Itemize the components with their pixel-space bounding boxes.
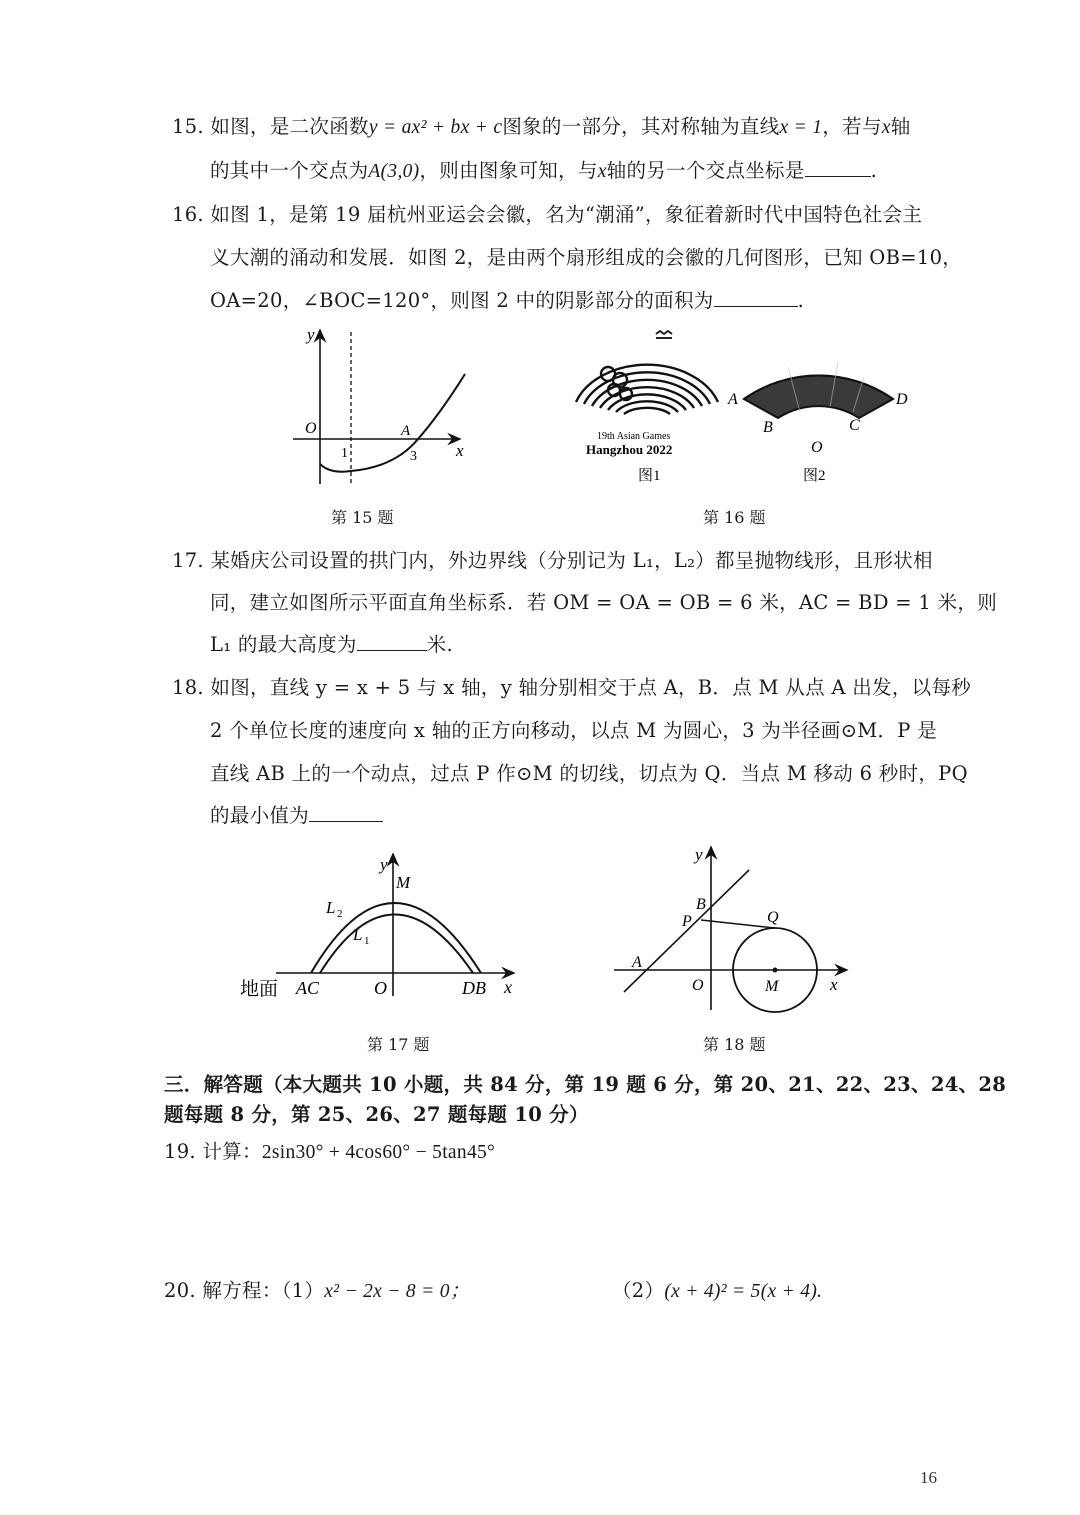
svg-text:x: x: [504, 977, 512, 997]
svg-text:2: 2: [337, 908, 343, 920]
q16-line3: OA=20，∠BOC=120°，则图 2 中的阴影部分的面积为 .: [210, 289, 805, 312]
svg-text:图1: 图1: [638, 468, 661, 484]
svg-text:DB: DB: [462, 978, 486, 998]
q18-line3: 直线 AB 上的一个动点，过点 P 作⊙M 的切线，切点为 Q．当点 M 移动 6 秒时，PQ: [210, 762, 968, 785]
figure-17-caption: 第 17 题: [367, 1035, 430, 1054]
q20: 20. 解方程：（1）x² − 2x − 8 = 0；: [164, 1279, 470, 1302]
svg-text:M: M: [765, 978, 779, 995]
asian-games-logo-icon: [576, 365, 718, 414]
svg-text:y: y: [695, 845, 703, 864]
answer-blank: [805, 175, 871, 177]
svg-text:x: x: [456, 441, 464, 460]
svg-text:B: B: [763, 419, 773, 436]
shaded-annular-sector: [744, 376, 893, 418]
q15-point: A(3,0): [368, 161, 420, 182]
figure-16-emblem: [568, 322, 918, 492]
svg-text:A: A: [632, 954, 642, 971]
svg-text:A: A: [728, 391, 738, 408]
figure-15-caption: 第 15 题: [331, 508, 394, 527]
svg-text:L: L: [326, 898, 336, 917]
q17-number: 17.: [172, 549, 204, 572]
svg-text:19th Asian Games: 19th Asian Games: [597, 431, 671, 442]
svg-text:1: 1: [341, 446, 348, 461]
emblem-mark-icon: [656, 331, 672, 338]
q16-line2: 义大潮的涌动和发展．如图 2，是由两个扇形组成的会徽的几何图形，已知 OB=10，: [210, 246, 963, 269]
q16-line1: 16. 如图 1，是第 19 届杭州亚运会会徽，名为“潮涌”，象征着新时代中国特色社会主: [172, 203, 923, 226]
svg-text:P: P: [682, 913, 692, 930]
svg-text:AC: AC: [296, 978, 320, 998]
q17-line2: 同，建立如图所示平面直角坐标系．若 OM = OA = OB = 6 米，AC = BD = 1 米，则: [210, 591, 997, 614]
svg-text:A: A: [401, 423, 411, 439]
svg-text:O: O: [305, 420, 317, 437]
q17-line3: L₁ 的最大高度为 米.: [210, 633, 453, 656]
section3-heading-line1: 三．解答题（本大题共 10 小题，共 84 分，第 19 题 6 分，第 20、21、22、23、24、28: [164, 1073, 1007, 1096]
figure-16-caption: 第 16 题: [703, 508, 766, 527]
figure-15-parabola: [285, 322, 475, 497]
q20-part2: （2）(x + 4)² = 5(x + 4).: [612, 1279, 823, 1302]
q15-formula: y = ax² + bx + c: [368, 117, 503, 138]
svg-text:地面: 地面: [240, 979, 279, 1000]
q18-line2: 2 个单位长度的速度向 x 轴的正方向移动，以点 M 为圆心，3 为半径画⊙M．P 是: [210, 719, 937, 742]
svg-text:O: O: [692, 977, 704, 994]
q17-line1: 17. 某婚庆公司设置的拱门内，外边界线（分别记为 L₁，L₂）都呈抛物线形，且形状相: [172, 549, 933, 572]
svg-text:x: x: [830, 975, 838, 994]
q16-number: 16.: [172, 203, 204, 226]
svg-text:Q: Q: [767, 909, 779, 926]
figure-18-line-circle: [612, 842, 852, 1017]
svg-text:L: L: [353, 925, 363, 944]
answer-blank: [714, 305, 798, 307]
figure-18-caption: 第 18 题: [703, 1035, 766, 1054]
answer-blank: [357, 649, 427, 651]
q20-part2-equation: (x + 4)² = 5(x + 4).: [664, 1281, 823, 1302]
svg-text:D: D: [896, 391, 908, 408]
q18-line4: 的最小值为: [210, 800, 383, 828]
q18-line1: 18. 如图，直线 y = x + 5 与 x 轴，y 轴分别相交于点 A，B．点 M 从点 A 出发，以每秒: [172, 676, 972, 699]
page-number: 16: [920, 1468, 937, 1487]
svg-text:图2: 图2: [803, 468, 826, 484]
q15-line1: 15. 如图，是二次函数y = ax² + bx + c图象的一部分，其对称轴为直线x = 1，若与x轴: [172, 115, 911, 138]
q19: 19. 计算：2sin30° + 4cos60° − 5tan45°: [164, 1140, 496, 1163]
section3-heading-line2: 题每题 8 分，第 25、26、27 题每题 10 分）: [164, 1103, 589, 1126]
q18-number: 18.: [172, 676, 204, 699]
answer-blank: [309, 820, 383, 822]
q19-expression: 2sin30° + 4cos60° − 5tan45°: [261, 1142, 496, 1163]
svg-text:3: 3: [410, 449, 417, 464]
q20-part1-equation: x² − 2x − 8 = 0；: [324, 1281, 470, 1302]
svg-text:1: 1: [364, 935, 370, 947]
figure-17-arch: [236, 848, 526, 1008]
q15-number: 15.: [172, 115, 204, 138]
svg-text:C: C: [849, 417, 860, 434]
svg-text:Hangzhou 2022: Hangzhou 2022: [586, 442, 673, 457]
svg-text:y: y: [307, 325, 315, 344]
svg-text:O: O: [811, 439, 823, 456]
svg-text:B: B: [696, 896, 706, 913]
svg-text:M: M: [396, 873, 411, 892]
svg-text:y: y: [380, 855, 388, 874]
q15-line2: 的其中一个交点为A(3,0)，则由图象可知，与x轴的另一个交点坐标是 .: [210, 159, 878, 182]
svg-text:O: O: [374, 978, 387, 998]
